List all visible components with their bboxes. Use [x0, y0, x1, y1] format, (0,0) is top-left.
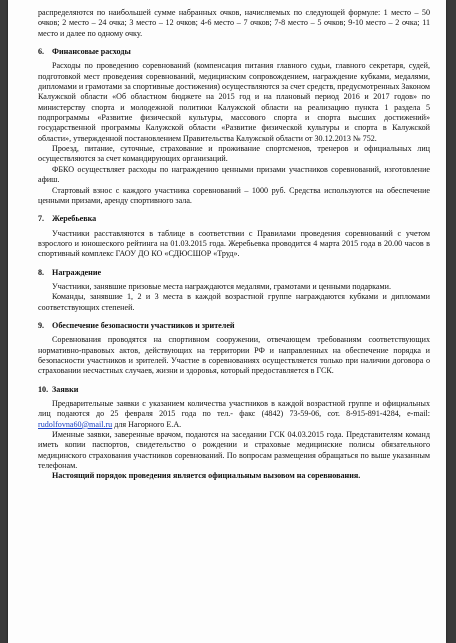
- section-6-heading: [38, 47, 430, 57]
- scoring-paragraph: распределяются по наибольшей сумме набранных очков, начисляемых по следующей формуле: 1 место – 50 очков; 2 место – 24 очка; 3 место – 12 очков; 4-6 место – 7 очков; 7-8 место – 5 очков; 9-10 место – 2 очка; 11 место и далее по одному очку.: [38, 8, 430, 38]
- section-number: 8.: [38, 267, 45, 277]
- finance-paragraph-1: Расходы по проведению соревнований (компенсация питания главного судьи, главного секретаря, судей, подготовкой мест проведения соревнований, медицинским сопровождением, награждение кубками, медалями, дипломами и грамотами за спортивные достижения) осуществляются за счет средств, предусмотренных Законом Калужской области «Об областном бюджете на 2015 год и на плановый период 2016 и 2017 годов» по министерству спорта и молодежной политики Калужской области на реализацию пункта 1 раздела 5 подпрограммы «Развитие физической культуры, массового спорта и спорта высших достижений» государственной программы Калужской области «Развитие физической культуры и спорта в Калужской области», утвержденной постановлением Правительства Калужской области от 30.12.2013 № 752.: [38, 61, 430, 143]
- section-number: 6.: [38, 47, 45, 57]
- section-title: Финансовые расходы: [52, 47, 131, 57]
- draw-paragraph-1: Участники расставляются в таблице в соответствии с Правилами проведения соревнований с учетом взрослого и юношеского рейтинга на 01.03.2015 года. Жеребьевка проводится 4 марта 2015 года в 20.00 часов в спортивный комплекс ГАОУ ДО КО «СДЮСШОР «Труд».: [38, 228, 430, 259]
- email-link[interactable]: rudolfovna60@mail.ru: [38, 419, 113, 429]
- section-9-heading: [38, 321, 430, 331]
- applications-paragraph-2: Именные заявки, заверенные врачом, подаются на заседании ГСК 04.03.2015 года. Представителям команд иметь копии паспортов, свидетельство о рождении и страховые медицинские полисы обязательного медицинского страхования участников соревнований. По вопросам размещения обращаться по выше указанным телефонам.: [38, 430, 430, 471]
- applications-text-end: для Нагорного Е.А.: [112, 419, 182, 429]
- official-invitation-note: Настоящий порядок проведения является официальным вызовом на соревнования.: [52, 471, 361, 481]
- section-8-heading: [38, 268, 430, 278]
- section-number: 10.: [38, 384, 49, 394]
- section-number: 9.: [38, 320, 45, 330]
- applications-text: Предварительные заявки с указанием количества участников в каждой возрастной группе и официальных лиц подаются до 25 февраля 2015 года по тел.- факс (4842) 73-59-06, сот. 8-915-891-4284, e-mail:: [38, 399, 430, 419]
- section-title: Награждение: [52, 267, 102, 277]
- section-title: Обеспечение безопасности участников и зрителей: [52, 320, 235, 330]
- safety-paragraph-1: Соревнования проводятся на спортивном сооружении, отвечающем требованиям соответствующих нормативно-правовых актов, действующих на территории РФ и направленных на обеспечение порядка и безопасности участников и зрителей. Участие в соревнованиях осуществляется только при наличии договора о страховании несчастных случаев, жизни и здоровья, который предоставляется в ГСК.: [38, 335, 430, 376]
- section-number: 7.: [38, 214, 45, 224]
- section-title: Заявки: [52, 384, 79, 394]
- section-10-heading: [38, 385, 430, 395]
- finance-paragraph-3: ФБКО осуществляет расходы по награждению ценными призами участников соревнований, изготовление афиш.: [38, 164, 430, 185]
- section-title: Жеребьевка: [52, 214, 97, 224]
- document-page: [8, 0, 446, 643]
- section-7-heading: [38, 214, 430, 224]
- finance-paragraph-2: Проезд, питание, суточные, страхование и проживание спортсменов, тренеров и официальных лиц осуществляются за счет командирующих организаций.: [38, 144, 430, 164]
- applications-paragraph-1: [38, 399, 430, 430]
- document-body: [38, 8, 430, 482]
- finance-paragraph-4: Стартовый взнос с каждого участника соревнований – 1000 руб. Средства используются на обеспечение ценными призами, аренду спортивного зала.: [38, 185, 430, 205]
- awards-paragraph-2: Команды, занявшие 1, 2 и 3 места в каждой возрастной группе награждаются кубками и дипломами соответствующих степеней.: [38, 292, 430, 312]
- awards-paragraph-1: Участники, занявшие призовые места награждаются медалями, грамотами и ценными подарками.: [52, 281, 391, 291]
